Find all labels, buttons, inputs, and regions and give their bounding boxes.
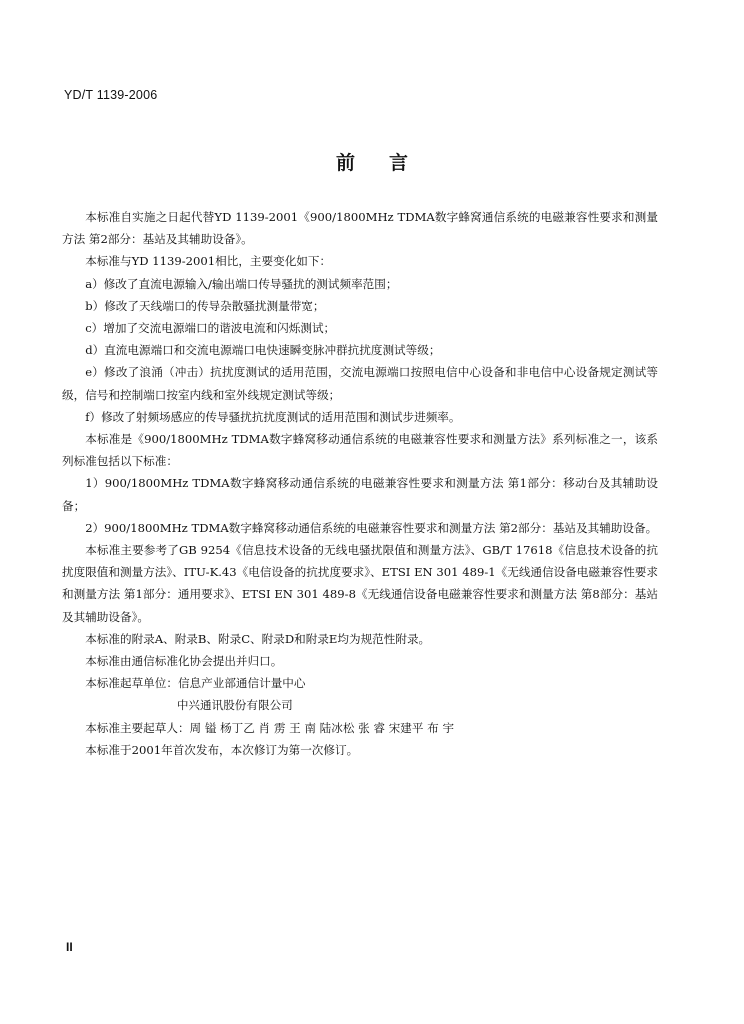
list-item: 2）900/1800MHz TDMA数字蜂窝移动通信系统的电磁兼容性要求和测量方法 第2部分：基站及其辅助设备。: [85, 520, 658, 535]
list-item: b）修改了天线端口的传导杂散骚扰测量带宽；: [85, 298, 325, 313]
list-item: a）修改了直流电源输入/输出端口传导骚扰的测试频率范围；: [85, 276, 398, 291]
foreword-body: [62, 206, 658, 761]
standard-code: YD/T 1139-2006: [64, 88, 158, 102]
paragraph: 本标准是《900/1800MHz TDMA数字蜂窝移动通信系统的电磁兼容性要求和测量方法》系列标准之一，该系列标准包括以下标准：: [62, 432, 658, 469]
paragraph: 本标准由通信标准化协会提出并归口。: [85, 654, 283, 669]
paragraph: 本标准的附录A、附录B、附录C、附录D和附录E均为规范性附录。: [85, 631, 431, 646]
page-number: II: [66, 940, 73, 954]
paragraph: 本标准自实施之日起代替YD 1139-2001《900/1800MHz TDMA数字蜂窝通信系统的电磁兼容性要求和测量方法 第2部分：基站及其辅助设备》。: [62, 210, 658, 247]
paragraph: 本标准与YD 1139-2001相比，主要变化如下：: [85, 254, 332, 269]
drafting-unit-secondary: 中兴通讯股份有限公司: [176, 698, 293, 713]
paragraph: 本标准于2001年首次发布，本次修订为第一次修订。: [85, 742, 359, 757]
list-item: f）修改了射频场感应的传导骚扰抗扰度测试的适用范围和测试步进频率。: [85, 409, 461, 424]
paragraph: 本标准主要参考了GB 9254《信息技术设备的无线电骚扰限值和测量方法》、GB/T 17618《信息技术设备的抗扰度限值和测量方法》、ITU-K.43《电信设备的抗扰度要求》、ETSI EN 301 489-1《无线通信设备电磁兼容性要求和测量方法 第1部分：通用要求》、ETSI EN 301 489-8《无线通信设备电磁兼容性要求和测量方法 第8部分：基站及其辅助设备》。: [62, 543, 658, 624]
list-item: d）直流电源端口和交流电源端口电快速瞬变脉冲群抗扰度测试等级；: [85, 343, 441, 358]
page-title: 前言: [335, 152, 442, 174]
list-item: 1）900/1800MHz TDMA数字蜂窝移动通信系统的电磁兼容性要求和测量方法 第1部分：移动台及其辅助设备；: [62, 476, 658, 513]
list-item: e）修改了浪涌（冲击）抗扰度测试的适用范围，交流电源端口按照电信中心设备和非电信中心设备规定测试等级，信号和控制端口按室内线和室外线规定测试等级；: [62, 365, 658, 402]
paragraph: 本标准起草单位：信息产业部通信计量中心: [85, 676, 306, 691]
paragraph: 本标准主要起草人：周 镒 杨丁乙 肖 雳 王 南 陆冰松 张 睿 宋建平 布 宇: [85, 720, 455, 735]
list-item: c）增加了交流电源端口的谐波电流和闪烁测试；: [85, 321, 336, 336]
